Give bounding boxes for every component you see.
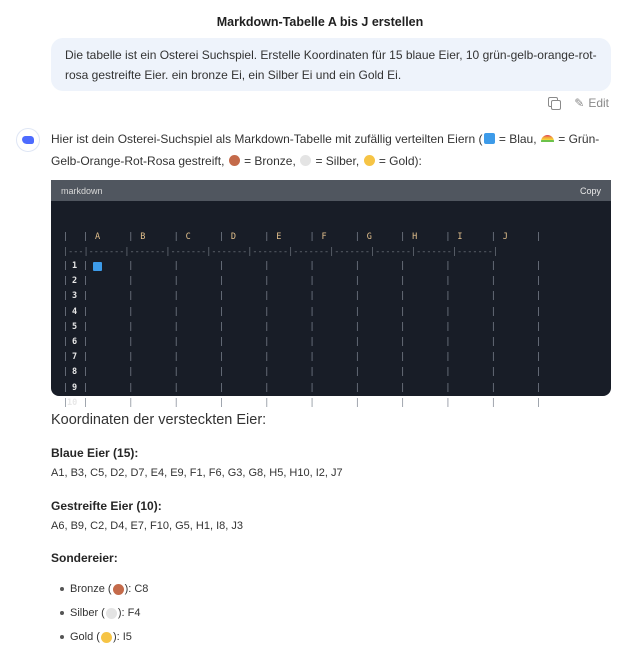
gold-egg-icon — [101, 632, 112, 643]
table-pipe: | — [264, 306, 270, 317]
table-pipe: | — [218, 276, 225, 287]
special-egg-gold — [60, 631, 132, 643]
table-pipe: | — [490, 397, 496, 408]
bullet — [60, 611, 64, 615]
table-pipe: | — [83, 352, 89, 363]
column-header-f: F — [321, 232, 327, 242]
table-pipe: | — [264, 382, 270, 393]
grid-row-5 — [51, 320, 611, 335]
table-pipe: | — [63, 382, 69, 393]
row-number: 5 — [72, 321, 78, 332]
table-pipe: | — [445, 397, 451, 408]
table-pipe: | — [128, 291, 134, 302]
table-pipe: | — [309, 321, 315, 332]
code-copy-button[interactable]: Copy — [579, 185, 601, 196]
table-pipe: | — [400, 276, 406, 287]
bronze-label: Bronze ( — [70, 583, 112, 595]
table-pipe: | — [445, 382, 451, 393]
column-header-c: C — [185, 232, 191, 242]
table-pipe: | — [173, 337, 179, 347]
table-pipe: | — [173, 321, 179, 332]
table-pipe: | — [536, 306, 542, 317]
table-pipe: | — [536, 291, 542, 302]
table-pipe: | — [490, 367, 496, 378]
row-number: 3 — [72, 291, 78, 302]
table-pipe: | — [264, 261, 270, 271]
table-pipe: | — [309, 291, 315, 302]
bronze-egg-swatch — [229, 155, 240, 166]
message-actions — [548, 96, 609, 110]
table-pipe: | — [83, 321, 89, 332]
table-pipe: | — [354, 291, 360, 302]
table-pipe: | — [83, 306, 89, 317]
table-pipe: | — [63, 321, 69, 332]
grid-row-3 — [51, 289, 611, 304]
table-pipe: | — [218, 291, 225, 302]
table-pipe: | — [128, 321, 134, 332]
table-pipe: | — [536, 367, 542, 378]
table-pipe: | — [536, 337, 542, 347]
row-number: 6 — [72, 337, 78, 347]
separator-line: |---|-------|-------|-------|-------|-------|-------|-------|-------|-------|-------| — [63, 247, 498, 257]
table-pipe: | — [400, 291, 406, 302]
row-number: 4 — [72, 306, 78, 317]
grid-row-8 — [51, 365, 611, 380]
user-message-line-2: rosa gestreifte Eier. ein bronze Ei, ein Silber Ei und ein Gold Ei. — [65, 68, 402, 82]
table-pipe: | — [264, 321, 270, 332]
table-pipe: | — [173, 397, 179, 408]
table-pipe: | — [83, 261, 89, 271]
table-pipe: | — [490, 321, 496, 332]
row-number: 8 — [72, 367, 78, 378]
intro-striped: = Grün- — [554, 132, 600, 146]
chat-title: Markdown-Tabelle A bis J erstellen — [216, 15, 424, 29]
column-header-j: J — [502, 232, 508, 242]
table-pipe: | — [490, 291, 496, 302]
table-pipe: | — [309, 337, 315, 347]
table-pipe: | — [83, 232, 89, 242]
table-pipe: | — [445, 291, 451, 302]
table-pipe: | — [400, 321, 406, 332]
grid-separator-row — [51, 245, 611, 260]
table-pipe: | — [400, 382, 406, 393]
bronze-egg-icon — [113, 584, 124, 595]
pencil-icon: ✎ — [574, 96, 585, 110]
assistant-avatar — [16, 128, 40, 152]
table-pipe: | — [354, 367, 360, 378]
table-pipe: | — [83, 337, 89, 347]
table-pipe: | — [354, 321, 360, 332]
table-pipe: | — [264, 352, 270, 363]
row-number: 9 — [72, 382, 78, 393]
column-header-h: H — [412, 232, 418, 242]
grid-header-row — [51, 230, 611, 245]
table-pipe: | — [445, 276, 451, 287]
section-title: Koordinaten der versteckten Eier: — [51, 412, 267, 428]
rainbow-icon — [541, 135, 554, 142]
table-pipe: | — [400, 306, 406, 317]
grid-row-7 — [51, 350, 611, 365]
striped-eggs-coords: A6, B9, C2, D4, E7, F10, G5, H1, I8, J3 — [51, 520, 243, 532]
table-pipe: | — [173, 306, 179, 317]
table-pipe: | — [173, 261, 179, 271]
table-pipe: | — [354, 306, 360, 317]
table-pipe: | — [264, 276, 270, 287]
silver-egg-icon — [106, 608, 117, 619]
table-pipe: | — [354, 352, 360, 363]
blue-egg-swatch — [484, 133, 495, 144]
table-pipe: | — [63, 337, 69, 347]
grid-row-4 — [51, 305, 611, 320]
table-pipe: | — [63, 367, 69, 378]
row-number: 2 — [72, 276, 78, 287]
table-pipe: | — [128, 276, 134, 287]
table-pipe: | — [354, 276, 360, 287]
table-pipe: | — [63, 276, 69, 287]
table-pipe: | — [218, 306, 225, 317]
row-number: 1 — [72, 261, 78, 271]
table-pipe: | — [400, 337, 406, 347]
table-pipe: | — [354, 397, 360, 408]
table-pipe: | — [490, 352, 496, 363]
table-pipe: | — [400, 367, 406, 378]
column-header-d: D — [230, 232, 237, 242]
silver-coord: ): F4 — [117, 607, 141, 619]
code-block — [51, 180, 611, 408]
code-language: markdown — [61, 185, 103, 196]
table-pipe: | — [83, 382, 89, 393]
row-number: 7 — [72, 352, 78, 363]
table-pipe: | — [309, 306, 315, 317]
table-pipe: | — [536, 232, 542, 242]
table-pipe: | — [128, 367, 134, 378]
column-header-a: A — [95, 232, 101, 242]
silver-label: Silber ( — [70, 607, 105, 619]
table-pipe: | — [218, 397, 225, 408]
copy-icon[interactable] — [548, 97, 560, 109]
intro-gold: = Gold): — [375, 154, 422, 168]
table-pipe: | — [218, 321, 225, 332]
table-pipe: | — [264, 232, 270, 242]
table-pipe: | — [128, 397, 134, 408]
table-pipe: | — [490, 337, 496, 347]
table-pipe: | — [218, 352, 225, 363]
code-header — [51, 180, 611, 201]
column-header-b: B — [140, 232, 146, 242]
grid-row-9 — [51, 381, 611, 396]
row-number: 10 — [67, 397, 78, 408]
table-pipe: | — [63, 352, 69, 363]
table-pipe: | — [264, 397, 270, 408]
table-pipe: | — [128, 232, 134, 242]
table-pipe: | — [354, 337, 360, 347]
table-pipe: | — [83, 397, 89, 408]
table-pipe: | — [309, 276, 315, 287]
table-pipe: | — [536, 276, 542, 287]
column-header-g: G — [366, 232, 372, 242]
table-pipe: | — [536, 382, 542, 393]
table-pipe: | — [445, 321, 451, 332]
table-pipe: | — [63, 397, 69, 408]
table-pipe: | — [400, 232, 406, 242]
bronze-coord: ): C8 — [124, 583, 149, 595]
table-pipe: | — [63, 261, 69, 271]
blue-egg-marker — [93, 262, 102, 271]
table-pipe: | — [83, 367, 89, 378]
table-pipe: | — [264, 291, 270, 302]
table-pipe: | — [173, 232, 179, 242]
table-pipe: | — [63, 291, 69, 302]
table-pipe: | — [128, 337, 134, 347]
table-pipe: | — [63, 306, 69, 317]
table-pipe: | — [309, 232, 315, 242]
edit-label: Edit — [588, 96, 609, 110]
grid-row-1 — [51, 259, 611, 274]
table-pipe: | — [173, 367, 179, 378]
column-header-i: I — [457, 232, 463, 242]
assistant-intro — [51, 128, 611, 172]
table-pipe: | — [309, 261, 315, 271]
gold-label: Gold ( — [70, 631, 100, 643]
table-pipe: | — [309, 397, 315, 408]
bullet — [60, 587, 64, 591]
table-pipe: | — [309, 382, 315, 393]
table-pipe: | — [490, 306, 496, 317]
table-pipe: | — [354, 232, 360, 242]
table-pipe: | — [536, 321, 542, 332]
table-pipe: | — [445, 232, 451, 242]
table-pipe: | — [536, 261, 542, 271]
silver-egg-swatch — [300, 155, 311, 166]
table-pipe: | — [173, 291, 179, 302]
table-pipe: | — [128, 352, 134, 363]
table-pipe: | — [218, 232, 225, 242]
table-pipe: | — [128, 306, 134, 317]
table-pipe: | — [218, 367, 225, 378]
table-pipe: | — [309, 352, 315, 363]
edit-button[interactable] — [574, 96, 609, 110]
grid-row-2 — [51, 274, 611, 289]
special-eggs-heading: Sondereier: — [51, 551, 118, 565]
assistant-logo-icon — [22, 136, 34, 144]
bullet — [60, 635, 64, 639]
markdown-grid — [51, 201, 611, 408]
table-pipe: | — [218, 337, 225, 347]
blue-eggs-heading: Blaue Eier (15): — [51, 446, 139, 460]
table-pipe: | — [309, 367, 315, 378]
table-pipe: | — [83, 291, 89, 302]
blue-eggs-coords: A1, B3, C5, D2, D7, E4, E9, F1, F6, G3, G8, H5, H10, I2, J7 — [51, 467, 343, 479]
table-pipe: | — [490, 232, 496, 242]
striped-eggs-heading: Gestreifte Eier (10): — [51, 499, 162, 513]
table-pipe: | — [83, 276, 89, 287]
table-pipe: | — [354, 261, 360, 271]
user-message — [51, 38, 611, 91]
table-pipe: | — [264, 367, 270, 378]
intro-silver: = Silber, — [312, 154, 363, 168]
table-pipe: | — [445, 261, 451, 271]
table-pipe: | — [128, 382, 134, 393]
table-pipe: | — [173, 352, 179, 363]
table-pipe: | — [490, 276, 496, 287]
table-pipe: | — [490, 261, 496, 271]
intro-bronze: = Bronze, — [240, 154, 300, 168]
column-header-e: E — [276, 232, 282, 242]
table-pipe: | — [173, 276, 179, 287]
table-pipe: | — [445, 337, 451, 347]
table-pipe: | — [354, 382, 360, 393]
special-egg-bronze — [60, 583, 148, 595]
gold-coord: ): I5 — [112, 631, 132, 643]
table-pipe: | — [536, 397, 542, 408]
table-pipe: | — [400, 397, 406, 408]
table-pipe: | — [490, 382, 496, 393]
intro-blue: = Blau, — [495, 132, 540, 146]
gold-egg-swatch — [364, 155, 375, 166]
intro-text-2: Gelb-Orange-Rot-Rosa gestreift, — [51, 154, 228, 168]
table-pipe: | — [218, 261, 225, 271]
special-egg-silver — [60, 607, 140, 619]
table-pipe: | — [218, 382, 225, 393]
table-pipe: | — [445, 306, 451, 317]
table-pipe: | — [445, 367, 451, 378]
table-pipe: | — [173, 382, 179, 393]
user-message-line-1: Die tabelle ist ein Osterei Suchspiel. Erstelle Koordinaten für 15 blaue Eier, 10 grün-gelb-orange-rot- — [65, 48, 597, 62]
grid-row-6 — [51, 335, 611, 350]
table-pipe: | — [445, 352, 451, 363]
table-pipe: | — [400, 261, 406, 271]
grid-row-10 — [51, 396, 611, 411]
table-pipe: | — [536, 352, 542, 363]
table-pipe: | — [264, 337, 270, 347]
table-pipe: | — [63, 232, 69, 242]
table-pipe: | — [400, 352, 406, 363]
intro-text-1: Hier ist dein Osterei-Suchspiel als Markdown-Tabelle mit zufällig verteilten Eiern ( — [51, 132, 483, 146]
table-pipe: | — [128, 261, 134, 271]
